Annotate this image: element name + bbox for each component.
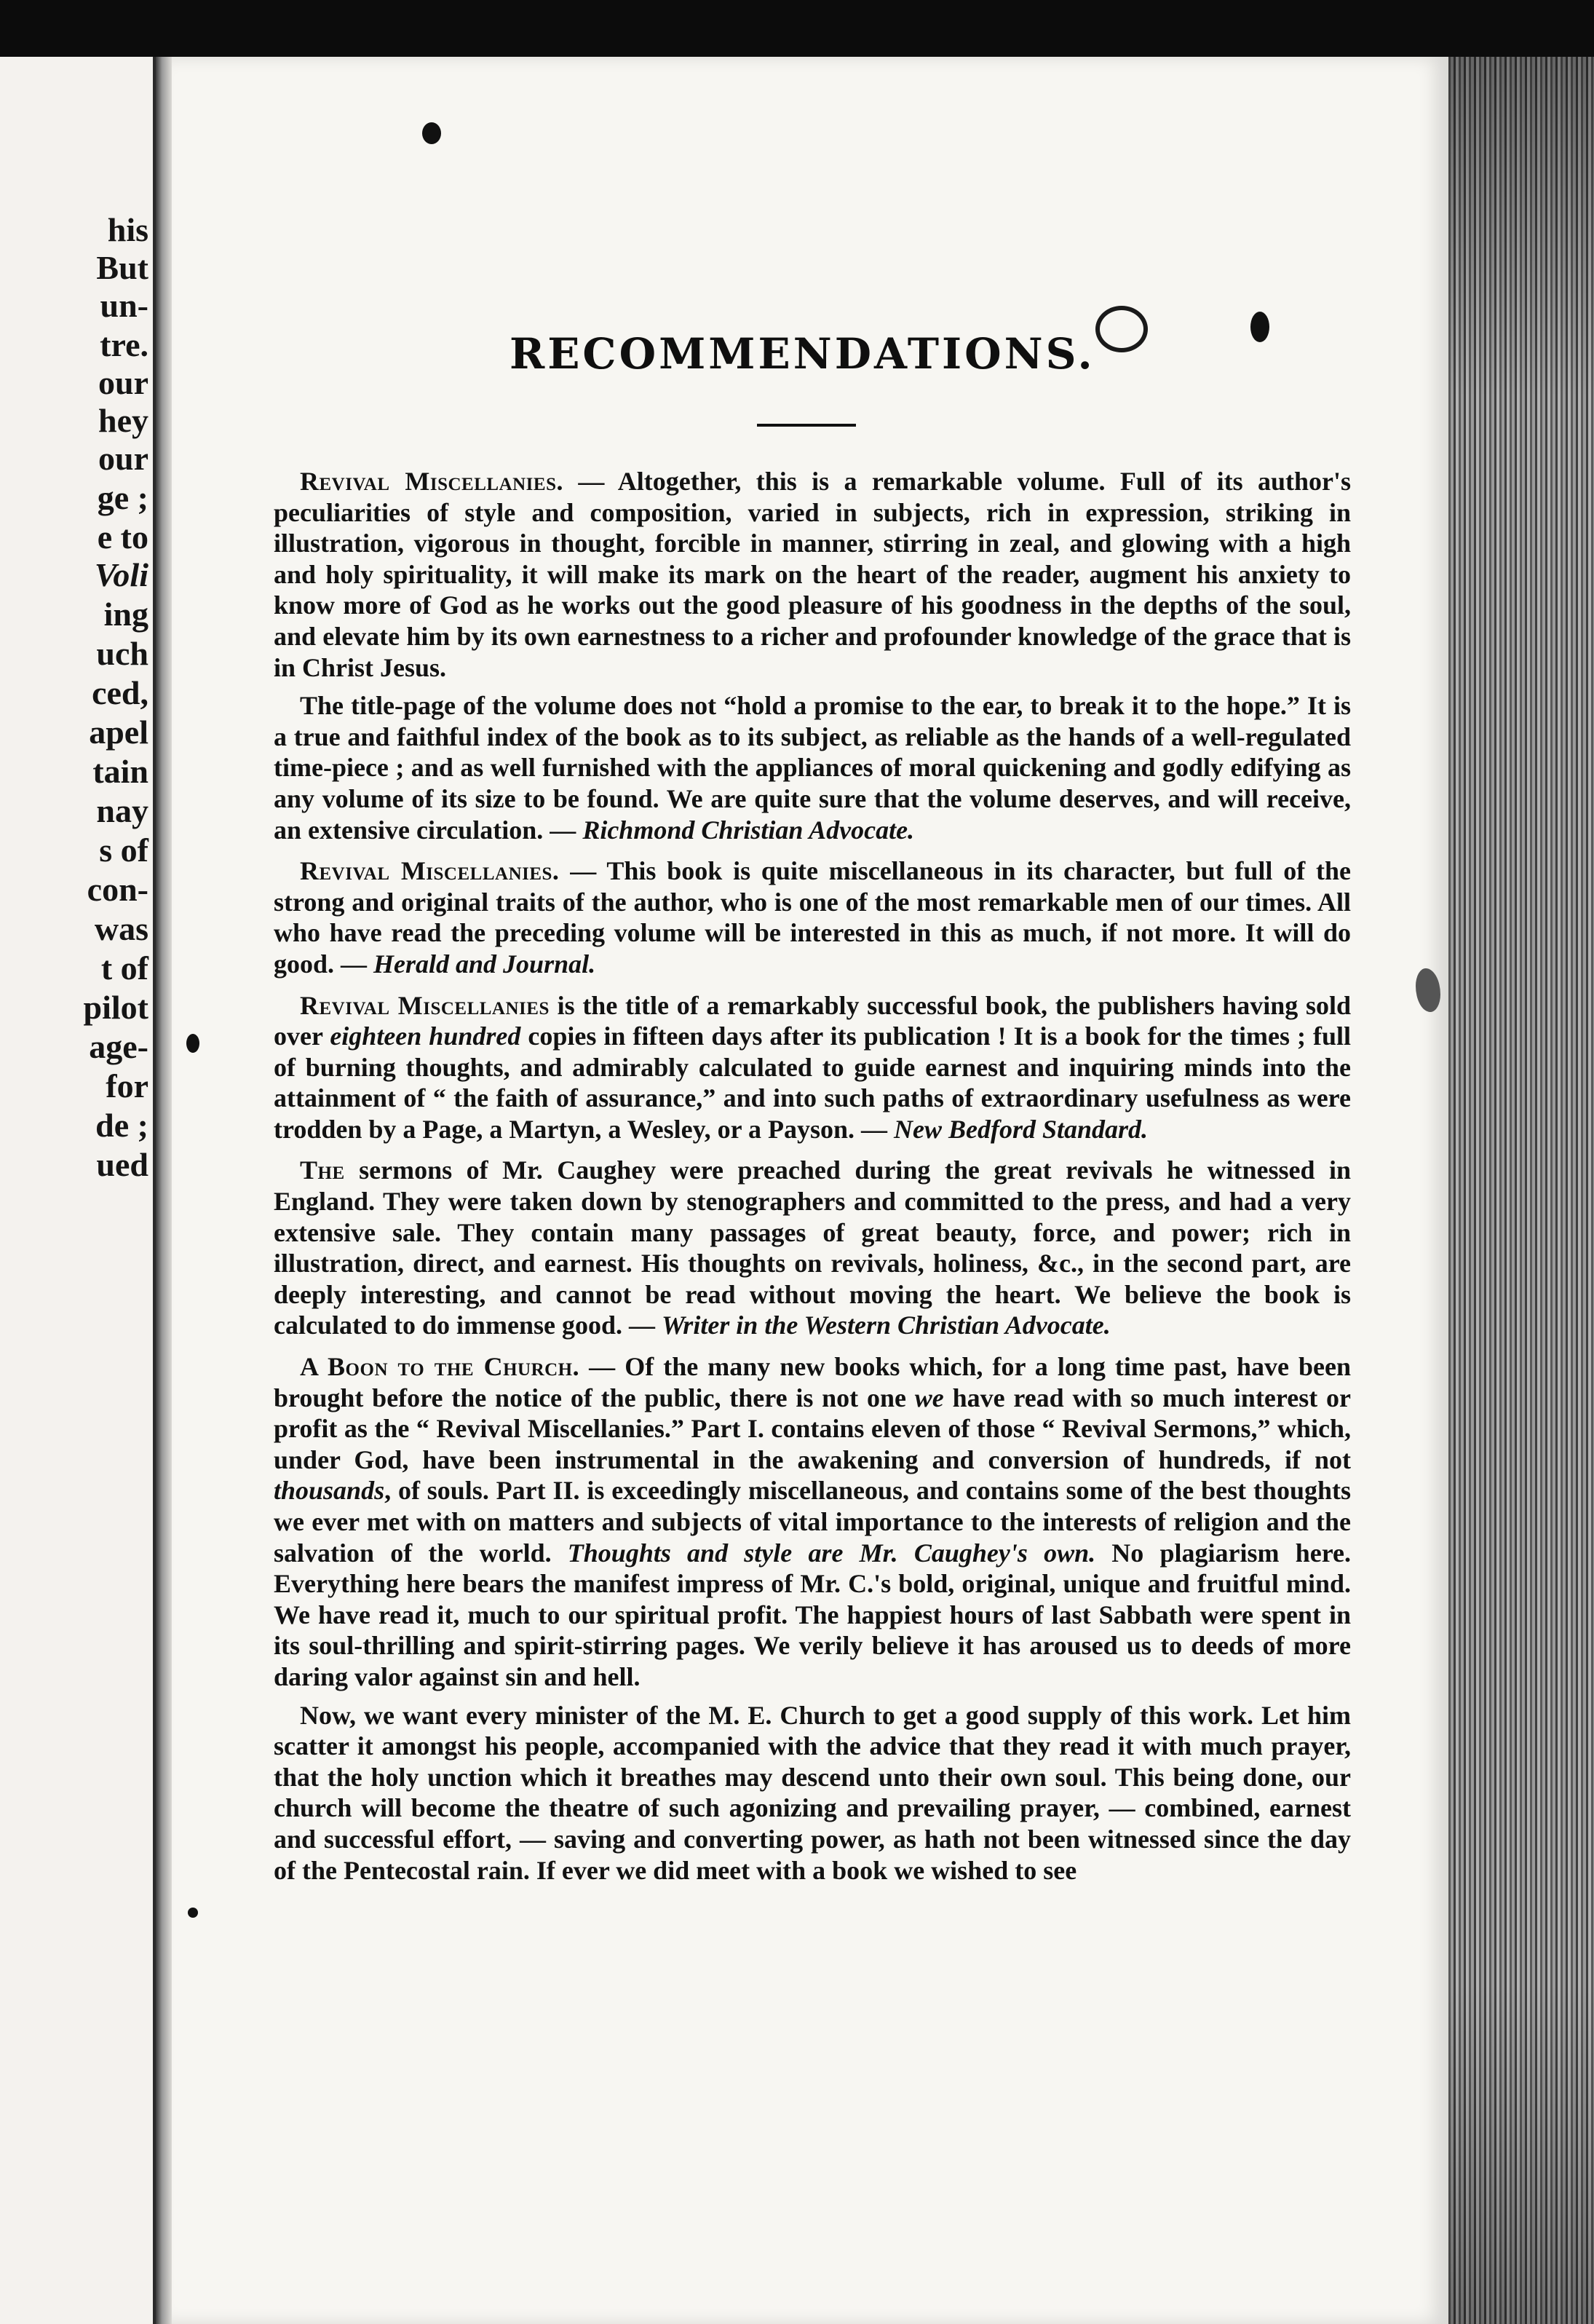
review-paragraph	[274, 1700, 1351, 1886]
review-paragraph	[274, 466, 1351, 683]
review-text: — Of the many new books which, for a long time past, have been brought before the notice of the public, there is not one	[274, 1352, 1351, 1412]
left-page-text-fragment: nay	[96, 792, 148, 829]
review-lead: The	[300, 1155, 345, 1185]
review-paragraph	[274, 690, 1351, 845]
page-title: RECOMMENDATIONS.	[509, 329, 1095, 379]
review-text: The title-page of the volume does not “hold a promise to the ear, to break it to the hope.” It is a true and faithful index of the book as to its subject, as reliable as the hands of a well-regulated time-piece ; and as well furnished with the appliances of moral quickening and godly edifying as any volume of its size to be found. We are quite sure that the volume deserves, and will receive, an extensive circulation. —	[274, 691, 1351, 845]
left-page-text-fragment: Voli	[94, 556, 148, 593]
review-source: New Bedford Standard.	[894, 1114, 1149, 1144]
review-text: have read with so much interest or profit as the “ Revival Miscellanies.” Part I. contains eleven of those “ Revival Sermons,” which, under God, have been instrumental in the awakening and conversion of hundreds, if not	[274, 1383, 1351, 1474]
review-paragraph	[274, 990, 1351, 1145]
review-text: — Altogether, this is a remarkable volume. Full of its author's peculiarities of style and composition, varied in subjects, rich in expression, striking in illustration, vigorous in thought, forcible in manner, stirring in zeal, and glowing with a high and holy spirituality, it will make its mark on the heart of the reader, augment his anxiety to know more of God as he works out the good pleasure of his goodness in the depths of the soul, and elevate him by its own earnestness to a richer and profounder knowledge of the grace that is in Christ Jesus.	[274, 467, 1351, 682]
review-text: — This book is quite miscellaneous in its character, but full of the strong and original traits of the author, who is one of the most remarkable men of our times. All who have read the preceding volume will be interested in this as much, if not more. It will do good. —	[274, 856, 1351, 979]
review-lead: A Boon to the Church.	[300, 1352, 580, 1382]
left-page-text-fragment: But	[96, 249, 148, 286]
book-gutter	[156, 57, 172, 2324]
review-paragraph	[274, 1351, 1351, 1693]
left-page-text-fragment: e to	[97, 518, 148, 556]
left-page-text-fragment: his	[107, 211, 148, 248]
review-lead: Revival Miscellanies	[300, 990, 550, 1020]
review-source: Writer in the Western Christian Advocate.	[661, 1311, 1111, 1340]
left-page-text-fragment: t of	[100, 949, 148, 987]
left-page-text-fragment: apel	[89, 714, 148, 751]
left-page-text-fragment: ued	[96, 1146, 148, 1183]
ink-blot-mark	[422, 122, 441, 144]
ink-blot-mark	[1095, 306, 1148, 352]
left-page-text-fragment: tre.	[100, 326, 148, 363]
review-emphasis: Thoughts and style are Mr. Caughey's own.	[567, 1538, 1096, 1568]
ink-blot-mark	[186, 1034, 199, 1053]
left-page-text-fragment: for	[106, 1067, 148, 1104]
review-paragraph	[274, 1155, 1351, 1341]
review-text: sermons of Mr. Caughey were preached during the great revivals he witnessed in England. They were taken down by stenographers and committed to the press, and had a very extensive sale. They contain many passages of great beauty, force, and power; rich in illustration, direct, and earnest. His thoughts on revivals, holiness, &c., in the second part, are deeply interesting, and cannot be read without moving the heart. We believe the book is calculated to do immense good. —	[274, 1155, 1351, 1340]
recommendations-text	[274, 466, 1351, 1893]
left-page-text-fragment: pilot	[83, 989, 148, 1026]
review-lead: Revival Miscellanies.	[300, 856, 560, 886]
page-edge-stack	[1448, 57, 1594, 2324]
facing-left-page	[0, 57, 156, 2324]
ink-blot-mark	[1250, 312, 1269, 342]
left-page-text-fragment: ge ;	[97, 479, 148, 516]
review-text: is the title of a remarkably successful book, the publishers having sold over	[274, 990, 1351, 1051]
review-text: copies in fifteen days after its publication ! It is a book for the times ; full of burning thoughts, and admirably calculated to guide earnest and inquiring minds into the attainment of “ the faith of assurance,” and into such paths of extraordinary usefulness as were trodden by a Page, a Martyn, a Wesley, or a Payson. —	[274, 1021, 1351, 1144]
left-page-text-fragment: uch	[96, 635, 148, 672]
review-source: Richmond Christian Advocate.	[582, 815, 915, 845]
left-page-text-fragment: hey	[98, 402, 148, 439]
review-lead: Revival Miscellanies.	[300, 467, 563, 496]
review-emphasis: we	[914, 1383, 944, 1412]
left-page-text-fragment: ing	[103, 596, 148, 633]
left-page-text-fragment: un-	[100, 287, 148, 324]
left-page-text-fragment: was	[94, 910, 148, 947]
left-page-text-fragment: de ;	[95, 1107, 148, 1144]
review-emphasis: thousands	[274, 1476, 385, 1506]
review-paragraph	[274, 855, 1351, 979]
review-text: Now, we want every minister of the M. E. Church to get a good supply of this work. Let him scatter it amongst his people, accompanied with the advice that they read it with much prayer, that the holy unction which it breathes may descend unto their own soul. This being done, our church will become the theatre of such agonizing and prevailing prayer, — combined, earnest and successful effort, — saving and converting power, as hath not been witnessed since the day of the Pentecostal rain. If ever we did meet with a book we wished to see	[274, 1700, 1351, 1885]
left-page-text-fragment: our	[98, 440, 148, 477]
left-page-text-fragment: our	[98, 364, 148, 401]
ink-blot-mark	[188, 1908, 198, 1918]
review-emphasis: eighteen hundred	[330, 1021, 521, 1051]
review-source: Herald and Journal.	[373, 949, 596, 979]
left-page-text-fragment: con-	[87, 871, 148, 908]
title-rule	[757, 424, 856, 427]
review-text: , of souls. Part II. is exceedingly miscellaneous, and contains some of the best thoughts we ever met with on matters and subjects of vital importance to the interests of religion and the salvation of the world.	[274, 1476, 1351, 1568]
left-page-text-fragment: age-	[89, 1028, 148, 1065]
left-page-text-fragment: s of	[99, 831, 148, 869]
left-page-text-fragment: tain	[92, 753, 148, 790]
review-text: No plagiarism here. Everything here bears the manifest impress of Mr. C.'s bold, original, unique and fruitful mind. We have read it, much to our spiritual profit. The happiest hours of last Sabbath were spent in its soul-thrilling and spirit-stirring pages. We verily believe it has aroused us to deeds of more daring valor against sin and hell.	[274, 1538, 1352, 1691]
left-page-text-fragment: ced,	[92, 674, 148, 711]
